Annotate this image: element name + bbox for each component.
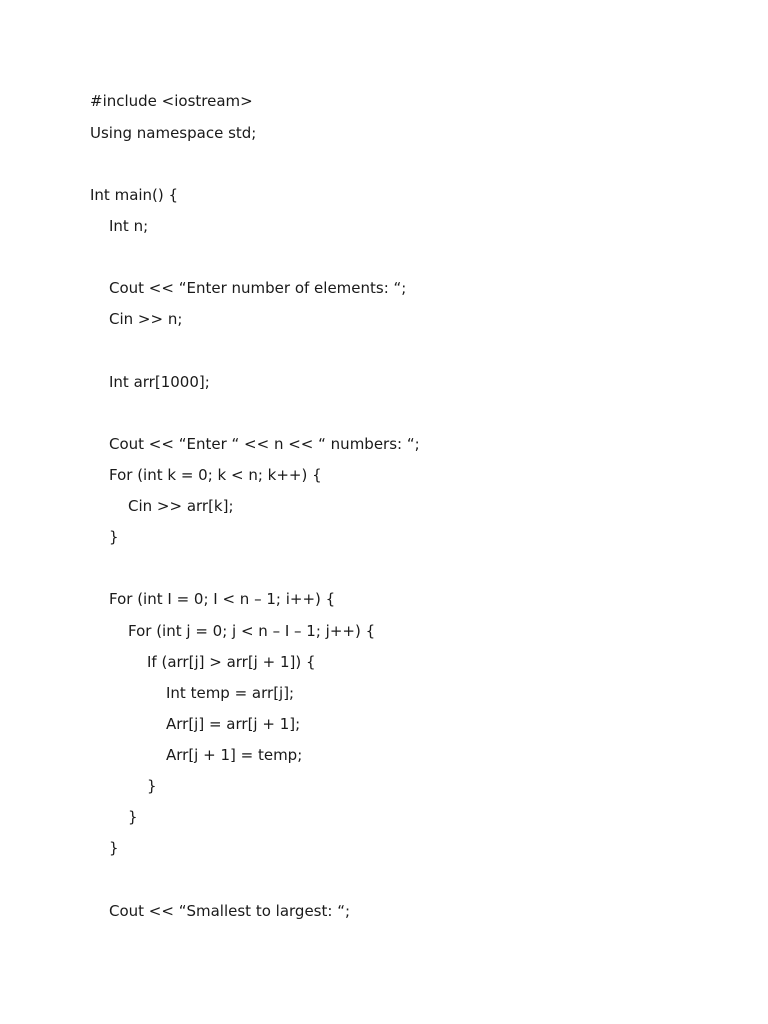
code-line-inner-loop: For (int j = 0; j < n – I – 1; j++) {: [128, 622, 376, 640]
code-line-input-loop: For (int k = 0; k < n; k++) {: [109, 466, 322, 484]
code-line-close-if: }: [147, 777, 157, 795]
code-line-close-inner: }: [128, 808, 138, 826]
code-line-read-element: Cin >> arr[k];: [128, 497, 234, 515]
code-line-read-n: Cin >> n;: [109, 310, 183, 328]
code-line-include: #include <iostream>: [90, 92, 253, 110]
code-line-temp: Int temp = arr[j];: [166, 684, 295, 702]
code-line-declare-arr: Int arr[1000];: [109, 373, 210, 391]
code-line-swap-1: Arr[j] = arr[j + 1];: [166, 715, 301, 733]
code-line-outer-loop: For (int I = 0; I < n – 1; i++) {: [109, 590, 336, 608]
code-line-declare-n: Int n;: [109, 217, 149, 235]
code-line-prompt-numbers: Cout << “Enter “ << n << “ numbers: “;: [109, 435, 420, 453]
code-line-main: Int main() {: [90, 186, 179, 204]
code-line-close-input-loop: }: [109, 528, 119, 546]
code-line-output-label: Cout << “Smallest to largest: “;: [109, 902, 351, 920]
code-line-swap-2: Arr[j + 1] = temp;: [166, 746, 303, 764]
code-line-if-compare: If (arr[j] > arr[j + 1]) {: [147, 653, 316, 671]
code-line-close-outer: }: [109, 839, 119, 857]
code-line-prompt-count: Cout << “Enter number of elements: “;: [109, 279, 407, 297]
code-line-namespace: Using namespace std;: [90, 124, 257, 142]
